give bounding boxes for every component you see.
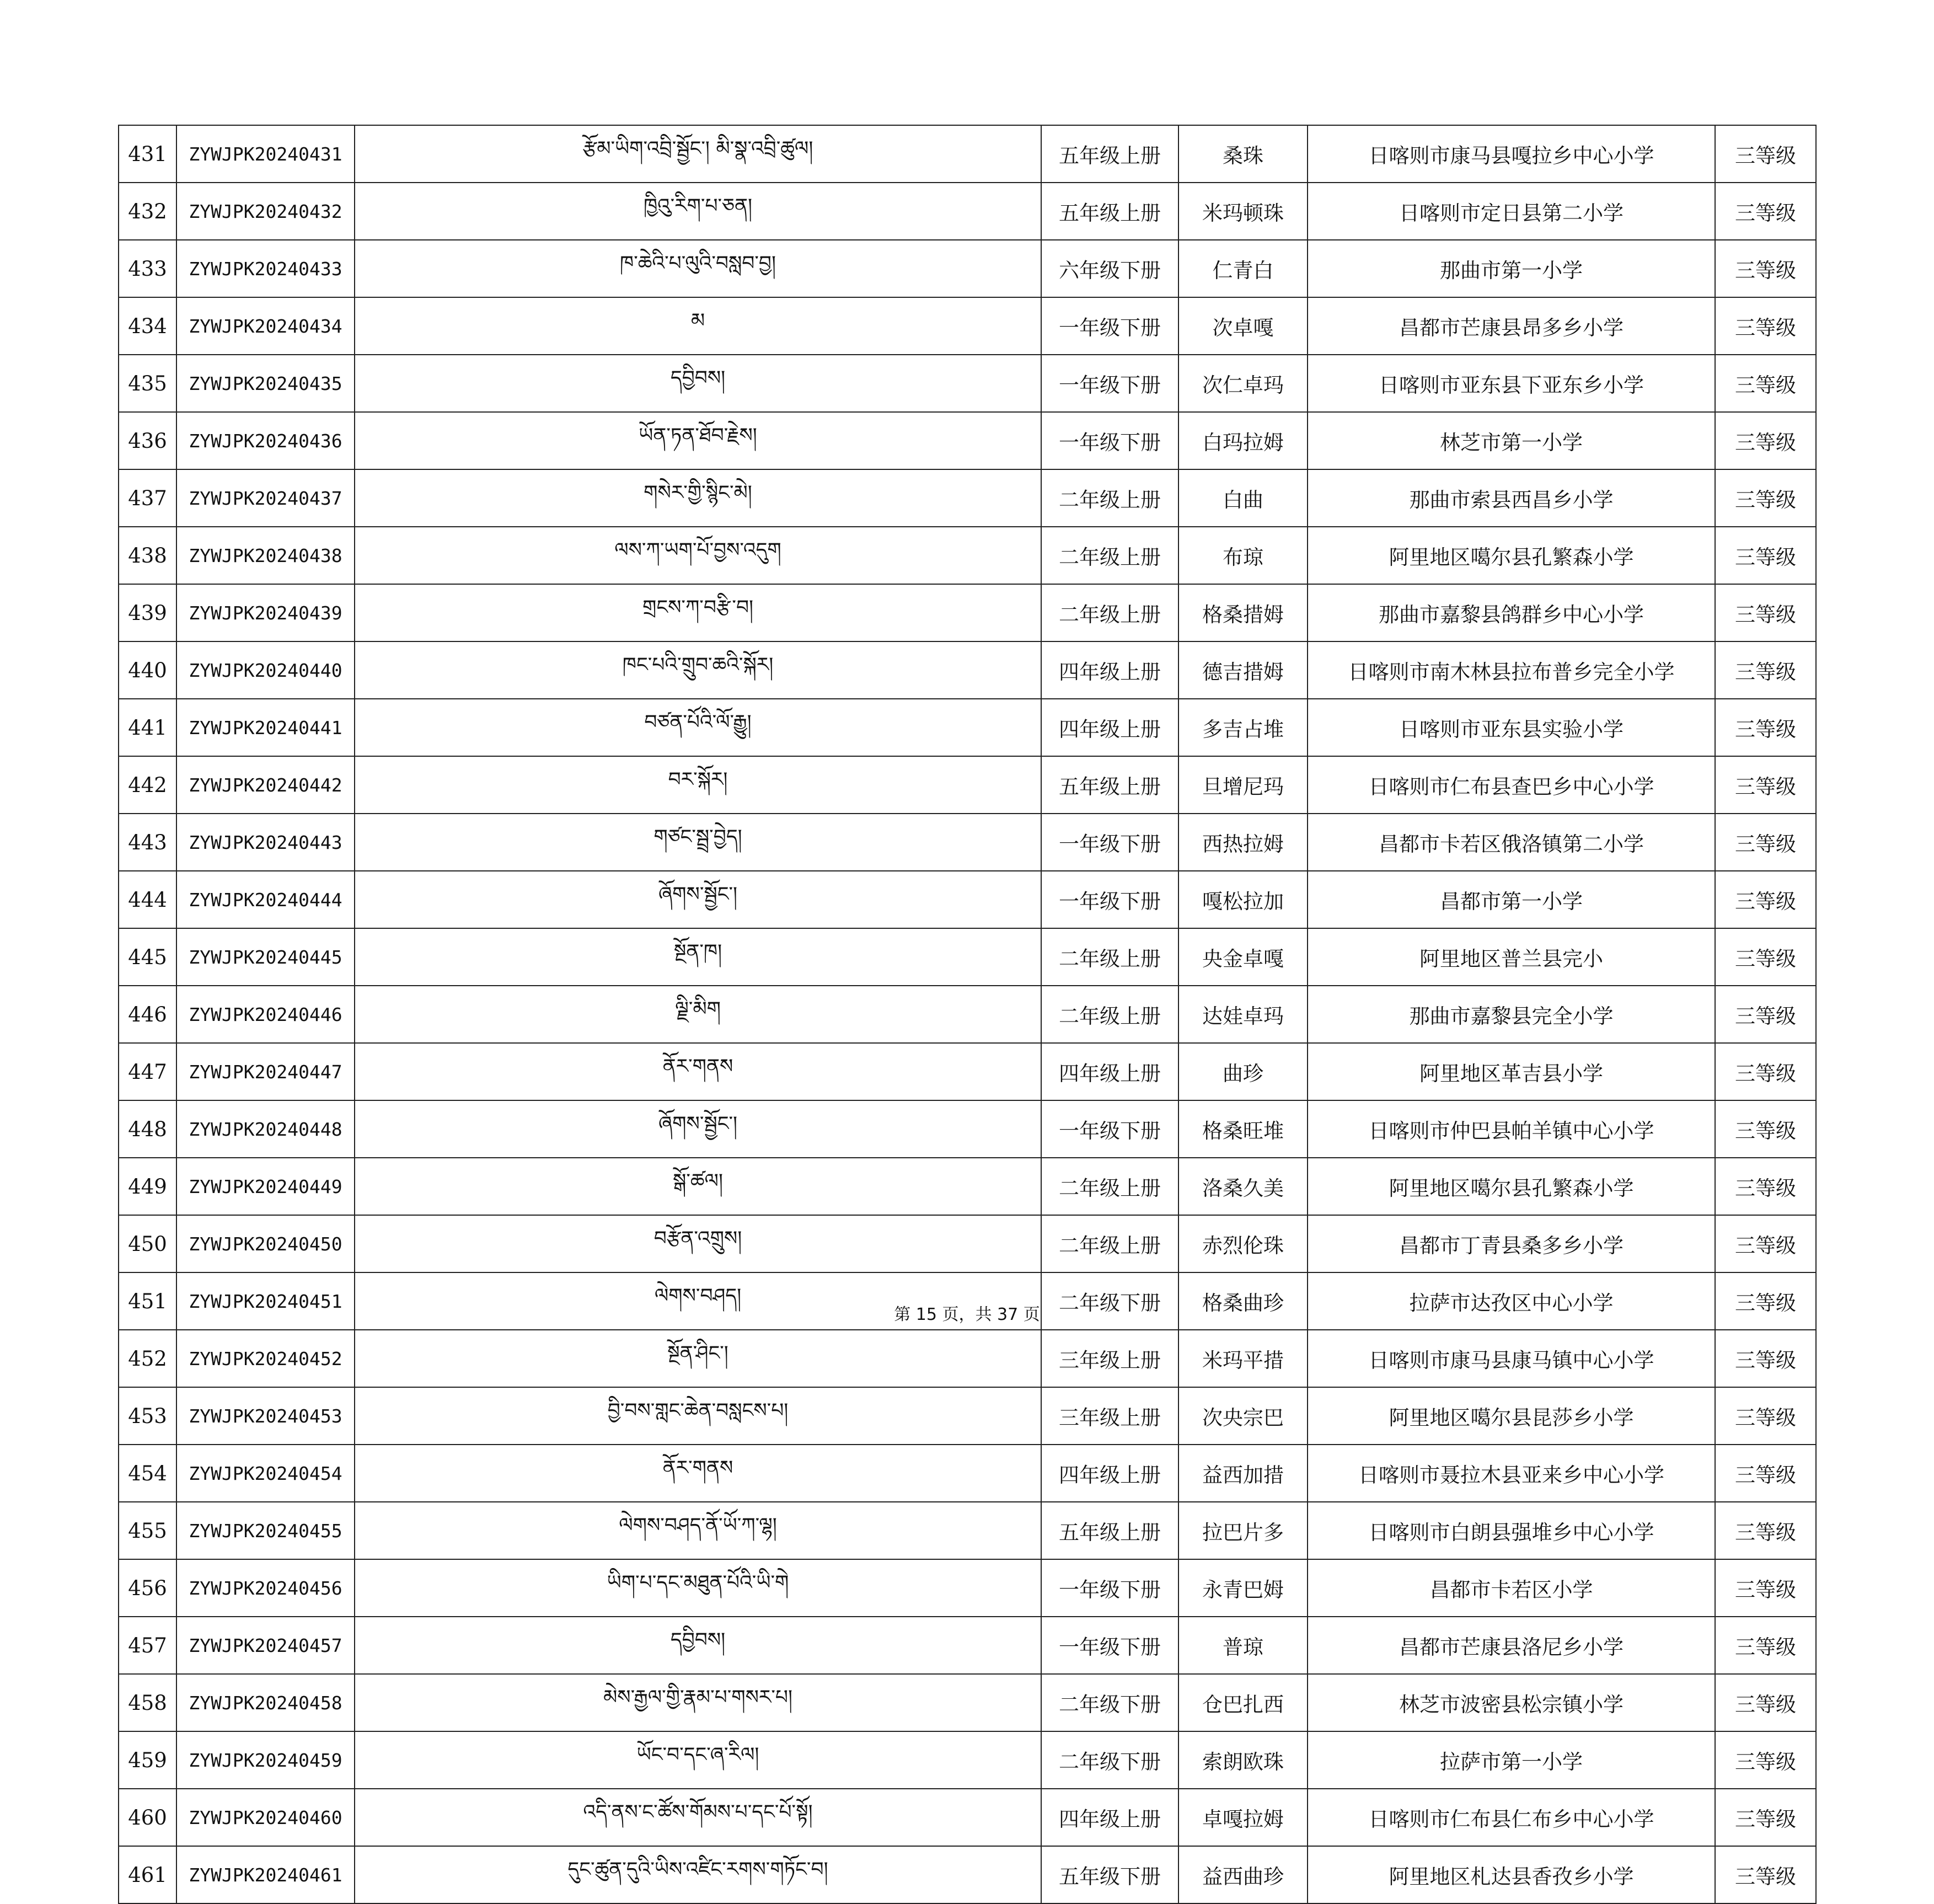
record-code-cell: ZYWJPK20240451 (176, 1272, 355, 1330)
school-name-cell: 日喀则市聂拉木县亚来乡中心小学 (1308, 1445, 1715, 1502)
lesson-title-cell: བྱི་བས་གླང་ཆེན་བསླངས་པ། (355, 1387, 1041, 1445)
teacher-name-cell: 多吉占堆 (1178, 699, 1308, 756)
grade-volume-cell: 六年级下册 (1041, 240, 1178, 297)
table-row (119, 240, 1816, 297)
table-row (119, 641, 1816, 699)
grade-volume-cell: 一年级下册 (1041, 297, 1178, 355)
row-number-cell: 431 (119, 125, 176, 183)
grade-volume-cell: 一年级下册 (1041, 814, 1178, 871)
teacher-name-cell: 曲珍 (1178, 1043, 1308, 1100)
teacher-name-cell: 拉巴片多 (1178, 1502, 1308, 1559)
row-number-cell: 442 (119, 756, 176, 814)
grade-volume-cell: 一年级下册 (1041, 871, 1178, 928)
lesson-title-cell: ཁ་ཆེའི་པ་ལུའི་བསླབ་བྱ། (355, 240, 1041, 297)
award-level-cell: 三等级 (1715, 469, 1816, 527)
school-name-cell: 日喀则市仁布县仁布乡中心小学 (1308, 1789, 1715, 1846)
table-row (119, 1674, 1816, 1731)
table-row (119, 125, 1816, 183)
grade-volume-cell: 四年级上册 (1041, 1789, 1178, 1846)
teacher-name-cell: 嘎松拉加 (1178, 871, 1308, 928)
table-row (119, 1559, 1816, 1617)
table-body (119, 125, 1816, 1903)
record-code-cell: ZYWJPK20240432 (176, 183, 355, 240)
award-level-cell: 三等级 (1715, 240, 1816, 297)
lesson-title-cell: དུང་ཚུན་དུའི་ཡིས་འཛིང་རགས་གཏོང་བ། (355, 1846, 1041, 1903)
school-name-cell: 拉萨市第一小学 (1308, 1731, 1715, 1789)
school-name-cell: 阿里地区普兰县完小 (1308, 928, 1715, 986)
record-code-cell: ZYWJPK20240453 (176, 1387, 355, 1445)
school-name-cell: 阿里地区噶尔县孔繁森小学 (1308, 1158, 1715, 1215)
award-level-cell: 三等级 (1715, 871, 1816, 928)
school-name-cell: 那曲市嘉黎县完全小学 (1308, 986, 1715, 1043)
table-row (119, 527, 1816, 584)
row-number-cell: 458 (119, 1674, 176, 1731)
table-row (119, 1215, 1816, 1272)
row-number-cell: 434 (119, 297, 176, 355)
record-code-cell: ZYWJPK20240440 (176, 641, 355, 699)
record-code-cell: ZYWJPK20240447 (176, 1043, 355, 1100)
record-code-cell: ZYWJPK20240434 (176, 297, 355, 355)
grade-volume-cell: 二年级上册 (1041, 1158, 1178, 1215)
table-row (119, 699, 1816, 756)
row-number-cell: 460 (119, 1789, 176, 1846)
school-name-cell: 日喀则市定日县第二小学 (1308, 183, 1715, 240)
lesson-title-cell: སྔོན་ཤིང་། (355, 1330, 1041, 1387)
lesson-title-cell: བར་སྐོར། (355, 756, 1041, 814)
table-row (119, 814, 1816, 871)
lesson-title-cell: གྲངས་ཀ་བརྩི་བ། (355, 584, 1041, 641)
grade-volume-cell: 二年级上册 (1041, 986, 1178, 1043)
table-row (119, 183, 1816, 240)
record-code-cell: ZYWJPK20240458 (176, 1674, 355, 1731)
lesson-title-cell: ཡོན་ཏན་ཐོབ་རྗེས། (355, 412, 1041, 469)
table-row (119, 1731, 1816, 1789)
row-number-cell: 439 (119, 584, 176, 641)
row-number-cell: 444 (119, 871, 176, 928)
record-code-cell: ZYWJPK20240443 (176, 814, 355, 871)
record-code-cell: ZYWJPK20240460 (176, 1789, 355, 1846)
award-level-cell: 三等级 (1715, 1789, 1816, 1846)
lesson-title-cell: ལེགས་བཤད་ནོ་ཡོ་ཀ་ལྷ། (355, 1502, 1041, 1559)
record-code-cell: ZYWJPK20240448 (176, 1100, 355, 1158)
teacher-name-cell: 西热拉姆 (1178, 814, 1308, 871)
record-code-cell: ZYWJPK20240461 (176, 1846, 355, 1903)
lesson-title-cell: ཞོགས་སྦྱོང་། (355, 871, 1041, 928)
lesson-title-cell: ནོར་གནས (355, 1043, 1041, 1100)
row-number-cell: 448 (119, 1100, 176, 1158)
grade-volume-cell: 二年级上册 (1041, 1215, 1178, 1272)
lesson-title-cell: བཙན་པོའི་ལོ་རྒྱུ། (355, 699, 1041, 756)
grade-volume-cell: 三年级上册 (1041, 1330, 1178, 1387)
lesson-title-cell: གསེར་གྱི་སྙིང་མེ། (355, 469, 1041, 527)
teacher-name-cell: 次卓嘎 (1178, 297, 1308, 355)
table-row (119, 756, 1816, 814)
row-number-cell: 459 (119, 1731, 176, 1789)
record-code-cell: ZYWJPK20240438 (176, 527, 355, 584)
record-code-cell: ZYWJPK20240454 (176, 1445, 355, 1502)
record-code-cell: ZYWJPK20240452 (176, 1330, 355, 1387)
grade-volume-cell: 二年级上册 (1041, 469, 1178, 527)
record-code-cell: ZYWJPK20240444 (176, 871, 355, 928)
row-number-cell: 445 (119, 928, 176, 986)
school-name-cell: 那曲市索县西昌乡小学 (1308, 469, 1715, 527)
row-number-cell: 446 (119, 986, 176, 1043)
row-number-cell: 454 (119, 1445, 176, 1502)
award-level-cell: 三等级 (1715, 1674, 1816, 1731)
award-level-cell: 三等级 (1715, 584, 1816, 641)
award-level-cell: 三等级 (1715, 1731, 1816, 1789)
award-level-cell: 三等级 (1715, 183, 1816, 240)
teacher-name-cell: 益西曲珍 (1178, 1846, 1308, 1903)
row-number-cell: 457 (119, 1617, 176, 1674)
teacher-name-cell: 永青巴姆 (1178, 1559, 1308, 1617)
grade-volume-cell: 一年级下册 (1041, 1100, 1178, 1158)
award-level-cell: 三等级 (1715, 1158, 1816, 1215)
school-name-cell: 日喀则市亚东县下亚东乡小学 (1308, 355, 1715, 412)
grade-volume-cell: 五年级下册 (1041, 1846, 1178, 1903)
record-code-cell: ZYWJPK20240441 (176, 699, 355, 756)
award-level-cell: 三等级 (1715, 1617, 1816, 1674)
grade-volume-cell: 二年级下册 (1041, 1731, 1178, 1789)
school-name-cell: 日喀则市仁布县查巴乡中心小学 (1308, 756, 1715, 814)
teacher-name-cell: 索朗欧珠 (1178, 1731, 1308, 1789)
teacher-name-cell: 德吉措姆 (1178, 641, 1308, 699)
award-level-cell: 三等级 (1715, 1100, 1816, 1158)
grade-volume-cell: 四年级上册 (1041, 1445, 1178, 1502)
table-row (119, 1617, 1816, 1674)
school-name-cell: 昌都市第一小学 (1308, 871, 1715, 928)
row-number-cell: 443 (119, 814, 176, 871)
school-name-cell: 日喀则市仲巴县帕羊镇中心小学 (1308, 1100, 1715, 1158)
school-name-cell: 阿里地区噶尔县昆莎乡小学 (1308, 1387, 1715, 1445)
teacher-name-cell: 次仁卓玛 (1178, 355, 1308, 412)
teacher-name-cell: 旦增尼玛 (1178, 756, 1308, 814)
award-level-cell: 三等级 (1715, 412, 1816, 469)
grade-volume-cell: 二年级上册 (1041, 928, 1178, 986)
table-row (119, 1502, 1816, 1559)
lesson-title-cell: མ (355, 297, 1041, 355)
school-name-cell: 林芝市波密县松宗镇小学 (1308, 1674, 1715, 1731)
grade-volume-cell: 一年级下册 (1041, 412, 1178, 469)
table-row (119, 1330, 1816, 1387)
lesson-title-cell: མེས་རྒྱལ་གྱི་རྣམ་པ་གསར་པ། (355, 1674, 1041, 1731)
lesson-title-cell: རྩོམ་ཡིག་འབྲི་སྦྱོང་། མི་སྣ་འབྲི་ཚུལ། (355, 125, 1041, 183)
teacher-name-cell: 普琼 (1178, 1617, 1308, 1674)
grade-volume-cell: 四年级上册 (1041, 641, 1178, 699)
page-footer: 第 15 页，共 37 页 (894, 1305, 1040, 1324)
lesson-title-cell: ལེགས་བཤད། (355, 1272, 1041, 1330)
row-number-cell: 433 (119, 240, 176, 297)
grade-volume-cell: 一年级下册 (1041, 1617, 1178, 1674)
school-name-cell: 阿里地区噶尔县孔繁森小学 (1308, 527, 1715, 584)
grade-volume-cell: 三年级上册 (1041, 1387, 1178, 1445)
grade-volume-cell: 二年级下册 (1041, 1674, 1178, 1731)
grade-volume-cell: 一年级下册 (1041, 355, 1178, 412)
table-row (119, 1445, 1816, 1502)
row-number-cell: 453 (119, 1387, 176, 1445)
record-code-cell: ZYWJPK20240436 (176, 412, 355, 469)
lesson-title-cell: སྔོན་ཁ། (355, 928, 1041, 986)
record-code-cell: ZYWJPK20240431 (176, 125, 355, 183)
school-name-cell: 昌都市卡若区俄洛镇第二小学 (1308, 814, 1715, 871)
record-code-cell: ZYWJPK20240437 (176, 469, 355, 527)
teacher-name-cell: 白玛拉姆 (1178, 412, 1308, 469)
award-level-cell: 三等级 (1715, 1387, 1816, 1445)
award-level-cell: 三等级 (1715, 699, 1816, 756)
teacher-name-cell: 米玛顿珠 (1178, 183, 1308, 240)
table-row (119, 928, 1816, 986)
lesson-title-cell: ནོར་གནས (355, 1445, 1041, 1502)
row-number-cell: 450 (119, 1215, 176, 1272)
row-number-cell: 437 (119, 469, 176, 527)
award-level-cell: 三等级 (1715, 928, 1816, 986)
teacher-name-cell: 赤烈伦珠 (1178, 1215, 1308, 1272)
school-name-cell: 昌都市卡若区小学 (1308, 1559, 1715, 1617)
table-row (119, 355, 1816, 412)
teacher-name-cell: 桑珠 (1178, 125, 1308, 183)
record-code-cell: ZYWJPK20240439 (176, 584, 355, 641)
grade-volume-cell: 四年级上册 (1041, 1043, 1178, 1100)
grade-volume-cell: 一年级下册 (1041, 1559, 1178, 1617)
lesson-title-cell: ཁྱིའུ་རིག་པ་ཅན། (355, 183, 1041, 240)
row-number-cell: 436 (119, 412, 176, 469)
school-name-cell: 昌都市芒康县昂多乡小学 (1308, 297, 1715, 355)
table-row (119, 297, 1816, 355)
grade-volume-cell: 二年级上册 (1041, 527, 1178, 584)
lesson-title-cell: ཞོགས་སྦྱོང་། (355, 1100, 1041, 1158)
row-number-cell: 461 (119, 1846, 176, 1903)
teacher-name-cell: 白曲 (1178, 469, 1308, 527)
row-number-cell: 456 (119, 1559, 176, 1617)
school-name-cell: 阿里地区革吉县小学 (1308, 1043, 1715, 1100)
award-level-cell: 三等级 (1715, 756, 1816, 814)
school-name-cell: 林芝市第一小学 (1308, 412, 1715, 469)
table-row (119, 1789, 1816, 1846)
school-name-cell: 那曲市嘉黎县鸽群乡中心小学 (1308, 584, 1715, 641)
lesson-title-cell: ལས་ཀ་ཡག་པོ་བྱས་འདུག (355, 527, 1041, 584)
table-row (119, 986, 1816, 1043)
lesson-title-cell: བརྩོན་འགྲུས། (355, 1215, 1041, 1272)
school-name-cell: 日喀则市南木林县拉布普乡完全小学 (1308, 641, 1715, 699)
row-number-cell: 435 (119, 355, 176, 412)
school-name-cell: 拉萨市达孜区中心小学 (1308, 1272, 1715, 1330)
row-number-cell: 451 (119, 1272, 176, 1330)
record-code-cell: ZYWJPK20240446 (176, 986, 355, 1043)
teacher-name-cell: 格桑旺堆 (1178, 1100, 1308, 1158)
teacher-name-cell: 卓嘎拉姆 (1178, 1789, 1308, 1846)
lesson-title-cell: དབྱིབས། (355, 355, 1041, 412)
grade-volume-cell: 五年级上册 (1041, 1502, 1178, 1559)
grade-volume-cell: 二年级上册 (1041, 584, 1178, 641)
award-level-cell: 三等级 (1715, 355, 1816, 412)
row-number-cell: 447 (119, 1043, 176, 1100)
award-level-cell: 三等级 (1715, 297, 1816, 355)
award-level-cell: 三等级 (1715, 1043, 1816, 1100)
teacher-name-cell: 益西加措 (1178, 1445, 1308, 1502)
award-level-cell: 三等级 (1715, 1330, 1816, 1387)
lesson-title-cell: ཁང་པའི་གྲུབ་ཆའི་སྐོར། (355, 641, 1041, 699)
row-number-cell: 452 (119, 1330, 176, 1387)
teacher-name-cell: 米玛平措 (1178, 1330, 1308, 1387)
lesson-title-cell: དབྱིབས། (355, 1617, 1041, 1674)
teacher-name-cell: 仁青白 (1178, 240, 1308, 297)
teacher-name-cell: 布琼 (1178, 527, 1308, 584)
record-code-cell: ZYWJPK20240457 (176, 1617, 355, 1674)
record-code-cell: ZYWJPK20240433 (176, 240, 355, 297)
row-number-cell: 455 (119, 1502, 176, 1559)
lesson-title-cell: ལྗི་མིག (355, 986, 1041, 1043)
teacher-name-cell: 格桑措姆 (1178, 584, 1308, 641)
grade-volume-cell: 五年级上册 (1041, 756, 1178, 814)
school-name-cell: 日喀则市亚东县实验小学 (1308, 699, 1715, 756)
award-level-cell: 三等级 (1715, 1502, 1816, 1559)
table-row (119, 1846, 1816, 1903)
award-level-cell: 三等级 (1715, 527, 1816, 584)
record-code-cell: ZYWJPK20240455 (176, 1502, 355, 1559)
table-row (119, 584, 1816, 641)
record-code-cell: ZYWJPK20240456 (176, 1559, 355, 1617)
teacher-name-cell: 格桑曲珍 (1178, 1272, 1308, 1330)
records-table (118, 125, 1817, 1904)
award-level-cell: 三等级 (1715, 1272, 1816, 1330)
teacher-name-cell: 洛桑久美 (1178, 1158, 1308, 1215)
teacher-name-cell: 次央宗巴 (1178, 1387, 1308, 1445)
record-code-cell: ZYWJPK20240445 (176, 928, 355, 986)
award-level-cell: 三等级 (1715, 986, 1816, 1043)
row-number-cell: 441 (119, 699, 176, 756)
award-level-cell: 三等级 (1715, 1445, 1816, 1502)
table-row (119, 1100, 1816, 1158)
school-name-cell: 昌都市丁青县桑多乡小学 (1308, 1215, 1715, 1272)
school-name-cell: 那曲市第一小学 (1308, 240, 1715, 297)
lesson-title-cell: འདི་ནས་ང་ཚོས་གོམས་པ་དང་པོ་སྟོ། (355, 1789, 1041, 1846)
row-number-cell: 449 (119, 1158, 176, 1215)
award-level-cell: 三等级 (1715, 1559, 1816, 1617)
grade-volume-cell: 二年级下册 (1041, 1272, 1178, 1330)
record-code-cell: ZYWJPK20240450 (176, 1215, 355, 1272)
award-level-cell: 三等级 (1715, 1215, 1816, 1272)
row-number-cell: 440 (119, 641, 176, 699)
school-name-cell: 阿里地区札达县香孜乡小学 (1308, 1846, 1715, 1903)
award-level-cell: 三等级 (1715, 814, 1816, 871)
record-code-cell: ZYWJPK20240449 (176, 1158, 355, 1215)
award-level-cell: 三等级 (1715, 125, 1816, 183)
grade-volume-cell: 五年级上册 (1041, 183, 1178, 240)
record-code-cell: ZYWJPK20240435 (176, 355, 355, 412)
grade-volume-cell: 五年级上册 (1041, 125, 1178, 183)
school-name-cell: 日喀则市白朗县强堆乡中心小学 (1308, 1502, 1715, 1559)
school-name-cell: 日喀则市康马县康马镇中心小学 (1308, 1330, 1715, 1387)
table-row (119, 1158, 1816, 1215)
lesson-title-cell: གཙང་སྦྲ་བྱེད། (355, 814, 1041, 871)
school-name-cell: 日喀则市康马县嘎拉乡中心小学 (1308, 125, 1715, 183)
lesson-title-cell: སྒོ་ཚལ། (355, 1158, 1041, 1215)
row-number-cell: 432 (119, 183, 176, 240)
lesson-title-cell: ཡོང་བ་དང་ཞ་རིལ། (355, 1731, 1041, 1789)
table-row (119, 1043, 1816, 1100)
award-level-cell: 三等级 (1715, 1846, 1816, 1903)
lesson-title-cell: ཡིག་པ་དང་མཐུན་པོའི་ཡི་གེ (355, 1559, 1041, 1617)
teacher-name-cell: 仓巴扎西 (1178, 1674, 1308, 1731)
award-level-cell: 三等级 (1715, 641, 1816, 699)
table-row (119, 871, 1816, 928)
table-row (119, 412, 1816, 469)
record-code-cell: ZYWJPK20240459 (176, 1731, 355, 1789)
teacher-name-cell: 达娃卓玛 (1178, 986, 1308, 1043)
table-row (119, 469, 1816, 527)
record-code-cell: ZYWJPK20240442 (176, 756, 355, 814)
row-number-cell: 438 (119, 527, 176, 584)
grade-volume-cell: 四年级上册 (1041, 699, 1178, 756)
school-name-cell: 昌都市芒康县洛尼乡小学 (1308, 1617, 1715, 1674)
table-row (119, 1387, 1816, 1445)
teacher-name-cell: 央金卓嘎 (1178, 928, 1308, 986)
